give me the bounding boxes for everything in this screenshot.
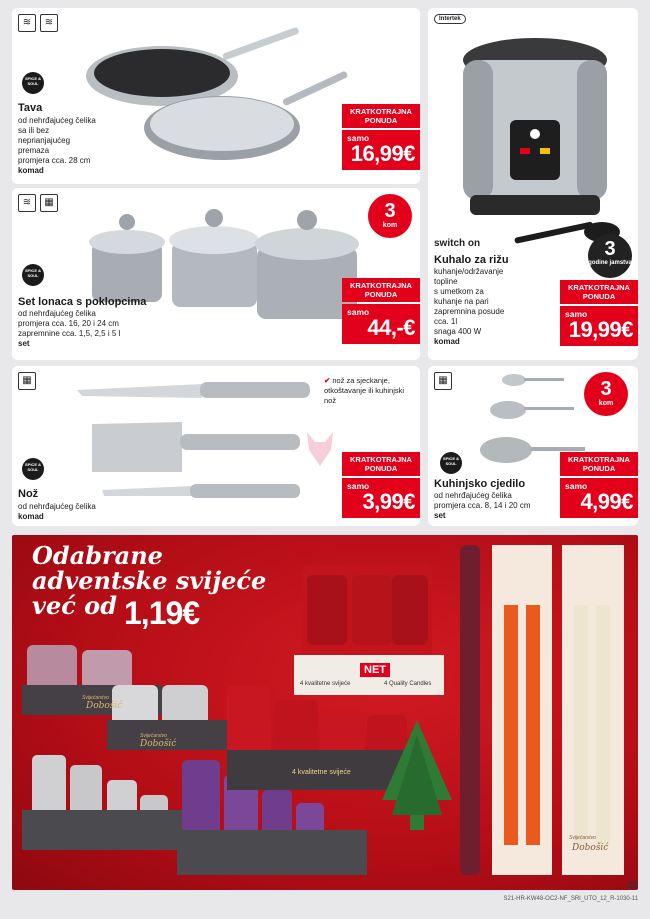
price-prefix: samo — [347, 481, 370, 491]
product-unit: set — [434, 511, 446, 520]
product-card-kuhalo[interactable] — [428, 8, 638, 360]
rice-cooker-image — [450, 30, 620, 220]
product-description: od nehrđajućeg čelika promjera cca. 8, 14 i 20 cm set — [434, 491, 531, 520]
product-description: od nehrđajućeg čelika komad — [18, 502, 96, 521]
product-card-noz[interactable] — [12, 366, 420, 526]
offer-tag: KRATKOTRAJNA PONUDA — [560, 280, 638, 304]
switch-on-logo: switch on — [434, 238, 481, 249]
price-prefix: samo — [565, 309, 588, 319]
product-unit: set — [18, 339, 30, 348]
product-description: od nehrđajućeg čelika sa ili bez neprianjajućeg premaza promjera cca. 28 cm komad — [18, 116, 96, 175]
offer-tag: KRATKOTRAJNA PONUDA — [342, 452, 420, 476]
quantity-badge: 3 kom — [584, 372, 628, 416]
fox-watermark-icon — [305, 430, 335, 468]
product-name: Kuhalo za rižu — [434, 254, 509, 266]
brand-name-2: Dobošić — [140, 739, 177, 749]
product-name: Nož — [18, 488, 39, 500]
quantity-badge: 3 kom — [368, 194, 412, 238]
pack-label-net: NET — [360, 663, 390, 677]
product-name: Tava — [18, 102, 43, 114]
product-name: Set lonaca s poklopcima — [18, 296, 147, 308]
price-box — [560, 452, 638, 518]
induction-icon: ≋ — [18, 14, 36, 32]
product-unit: komad — [18, 166, 44, 175]
check-icon: ✔ — [324, 376, 333, 385]
brand-logo: SPICE & SOUL — [440, 452, 462, 474]
product-description: kuhanje/održavanje topline s umetkom za kuhanje na pari zapremnina posude cca. 1l snaga 400 W komad — [434, 267, 505, 346]
feature-note: ✔ nož za sjeckanje, otkoštavanje ili kuhinjski nož — [324, 376, 405, 405]
price: 3,99€ — [362, 489, 415, 514]
dishwasher-icon: ▦ — [18, 372, 36, 390]
product-card-cjedilo[interactable] — [428, 366, 638, 526]
print-code: S21-HR-KW48-OC2-NF_SRI_UTO_12_R-1030-11 — [503, 896, 638, 902]
product-name: Kuhinjsko cjedilo — [434, 478, 526, 490]
price-box — [560, 280, 638, 346]
price-prefix: samo — [347, 133, 370, 143]
gas-hob-icon: ≋ — [40, 14, 58, 32]
product-description: od nehrđajućeg čelika promjera cca. 16, 20 i 24 cm zapremnine cca. 1,5, 2,5 i 5 l set — [18, 309, 121, 348]
care-symbols — [18, 372, 36, 390]
pack-label-hr-2: 4 kvalitetne svijeće — [292, 769, 351, 776]
offer-tag: KRATKOTRAJNA PONUDA — [342, 278, 420, 302]
warranty-badge: 3 godine jamstva — [588, 234, 632, 278]
care-symbols — [18, 194, 58, 212]
brand-label: Svijećarstvo — [82, 695, 109, 701]
price: 44,-€ — [367, 315, 415, 340]
price-box — [342, 278, 420, 344]
price: 19,99€ — [568, 317, 633, 342]
product-card-lonci[interactable] — [12, 188, 420, 360]
page-number: 21 — [626, 880, 638, 891]
promo-price: 1,19€ — [124, 595, 200, 631]
brand-logo: SPICE & SOUL — [22, 264, 44, 286]
dishwasher-icon: ▦ — [40, 194, 58, 212]
brand-label-2: Svijećarstvo — [140, 733, 167, 739]
offer-tag: KRATKOTRAJNA PONUDA — [342, 104, 420, 128]
frying-pans-image — [82, 18, 352, 168]
promo-title: Odabrane adventske svijeće već od — [32, 541, 267, 620]
price-box — [342, 104, 420, 170]
brand-logo: SPICE & SOUL — [22, 72, 44, 94]
brand-logo: SPICE & SOUL — [22, 458, 44, 480]
price-prefix: samo — [347, 307, 370, 317]
care-symbols — [434, 372, 452, 390]
induction-icon: ≋ — [18, 194, 36, 212]
dishwasher-icon: ▦ — [434, 372, 452, 390]
brand-name-3: Dobošić — [572, 843, 609, 853]
candles-image — [12, 535, 638, 890]
product-card-tava[interactable] — [12, 8, 420, 184]
brand-label-3: Svijećarstvo — [569, 835, 596, 841]
care-symbols — [18, 14, 58, 32]
price: 4,99€ — [580, 489, 633, 514]
cert-badge: Intertek — [434, 14, 466, 24]
pack-label-en: 4 Quality Candles — [384, 681, 432, 687]
product-unit: komad — [18, 512, 44, 521]
price-prefix: samo — [565, 481, 588, 491]
brand-name: Dobošić — [86, 701, 123, 711]
price: 16,99€ — [350, 141, 415, 166]
pack-label-hr: 4 kvalitetne svijeće — [300, 681, 351, 687]
offer-tag: KRATKOTRAJNA PONUDA — [560, 452, 638, 476]
product-unit: komad — [434, 337, 460, 346]
knives-image — [72, 372, 322, 512]
candles-promo-panel[interactable] — [12, 535, 638, 890]
price-box — [342, 452, 420, 518]
